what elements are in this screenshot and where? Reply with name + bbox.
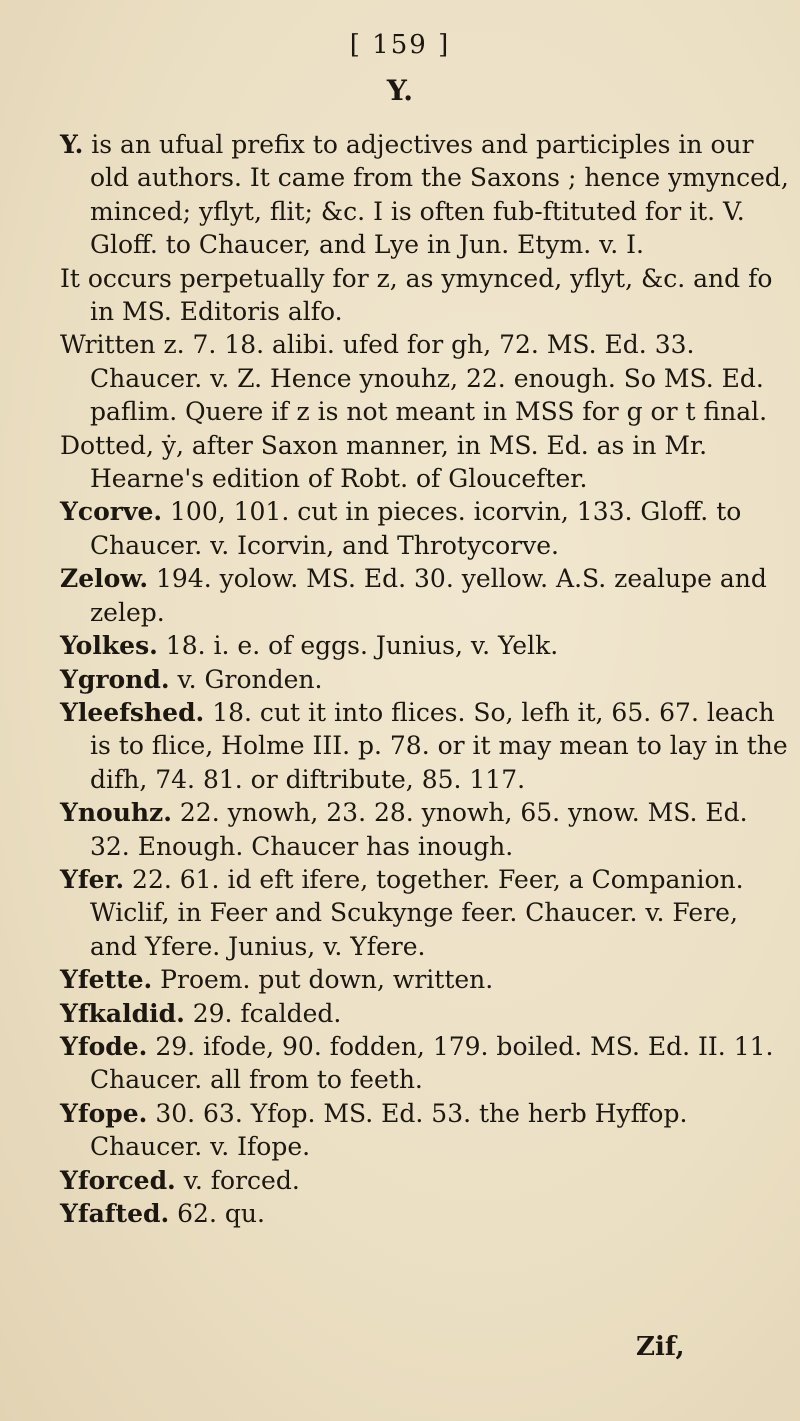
- entry-headword: Yfer.: [60, 864, 125, 894]
- entry-text: 18. i. e. of eggs. Junius, v. Yelk.: [157, 631, 559, 661]
- glossary-entry: [60, 997, 790, 1030]
- glossary-entry: [60, 1097, 790, 1164]
- entry-text: v. forced.: [175, 1165, 300, 1195]
- entry-headword: Yfette.: [60, 965, 153, 995]
- entry-text: 30. 63. Yfop. MS. Ed. 53. the herb Hyffop. Chaucer. v. Ifope.: [90, 1098, 688, 1162]
- glossary-entry: [60, 262, 790, 329]
- entry-text: Dotted, ẏ, after Saxon manner, in MS. Ed. as in Mr. Hearne's edition of Robt. of Gloucefter.: [60, 430, 708, 494]
- glossary-entry: [60, 128, 790, 262]
- page-number: [ 159 ]: [349, 30, 451, 60]
- glossary-entry: [60, 328, 790, 428]
- catchword: Zif,: [636, 1332, 685, 1362]
- glossary-entry: [60, 963, 790, 996]
- entry-text: 62. qu.: [169, 1199, 265, 1228]
- entry-text: is an ufual prefix to adjectives and participles in our old authors. It came from the Saxons ; hence ymynced, minced; yflyt, flit; &c. I is often fub-ftituted for it. V. Gloff. to Chaucer, and Lye in Jun. Etym. v. I.: [83, 130, 789, 260]
- entry-headword: Ygrond.: [60, 664, 170, 694]
- entry-headword: Ynouhz.: [60, 798, 172, 828]
- glossary-entry: [60, 1164, 790, 1197]
- glossary-entry: [60, 863, 790, 963]
- entry-text: Proem. put down, written.: [152, 965, 494, 995]
- entry-text: 194. yolow. MS. Ed. 30. yellow. A.S. zealupe and zelep.: [90, 564, 767, 627]
- entry-text: 22. ynowh, 23. 28. ynowh, 65. ynow. MS. Ed. 32. Enough. Chaucer has inough.: [90, 798, 748, 861]
- section-letter: Y.: [386, 74, 414, 107]
- glossary-entry: [60, 696, 790, 796]
- entry-headword: Yfope.: [60, 1098, 148, 1128]
- entry-headword: Yfkaldid.: [60, 998, 185, 1028]
- entry-text: It occurs perpetually for z, as ymynced, yflyt, &c. and fo in MS. Editoris alfo.: [60, 263, 773, 327]
- glossary-entry: [60, 495, 790, 562]
- entry-text: 29. ifode, 90. fodden, 179. boiled. MS. Ed. II. 11. Chaucer. all from to feeth.: [90, 1031, 774, 1095]
- glossary-body: [60, 128, 790, 1230]
- entry-text: v. Gronden.: [169, 664, 323, 694]
- glossary-entry: [60, 1197, 790, 1230]
- entry-text: 22. 61. id eft ifere, together. Feer, a Companion. Wiclif, in Feer and Scukynge feer. Chaucer. v. Fere, and Yfere. Junius, v. Yfere.: [90, 864, 744, 961]
- entry-text: Written z. 7. 18. alibi. ufed for gh, 72. MS. Ed. 33. Chaucer. v. Z. Hence ynouhz, 22. enough. So MS. Ed. paflim. Quere if z is not meant in MSS for g or t final.: [60, 330, 768, 427]
- entry-headword: Zelow.: [60, 564, 149, 594]
- entry-headword: Yforced.: [60, 1165, 176, 1195]
- entry-headword: Y.: [60, 130, 84, 159]
- entry-text: 100, 101. cut in pieces. icorvin, 133. Gloff. to Chaucer. v. Icorvin, and Throtycorve.: [90, 497, 742, 560]
- glossary-entry: [60, 1030, 790, 1097]
- entry-headword: Yolkes.: [60, 631, 158, 661]
- glossary-entry: [60, 663, 790, 696]
- entry-headword: Ycorve.: [60, 497, 163, 527]
- entry-text: 18. cut it into flices. So, lefh it, 65. 67. leach is to flice, Holme III. p. 78. or it may mean to lay in the difh, 74. 81. or diftribute, 85. 117.: [90, 697, 788, 794]
- entry-headword: Yfafted.: [60, 1199, 170, 1228]
- glossary-entry: [60, 429, 790, 496]
- glossary-entry: [60, 796, 790, 863]
- glossary-entry: [60, 629, 790, 662]
- entry-headword: Yfode.: [60, 1031, 148, 1061]
- entry-text: 29. fcalded.: [184, 998, 342, 1028]
- entry-headword: Yleefshed.: [60, 697, 205, 727]
- glossary-entry: [60, 562, 790, 629]
